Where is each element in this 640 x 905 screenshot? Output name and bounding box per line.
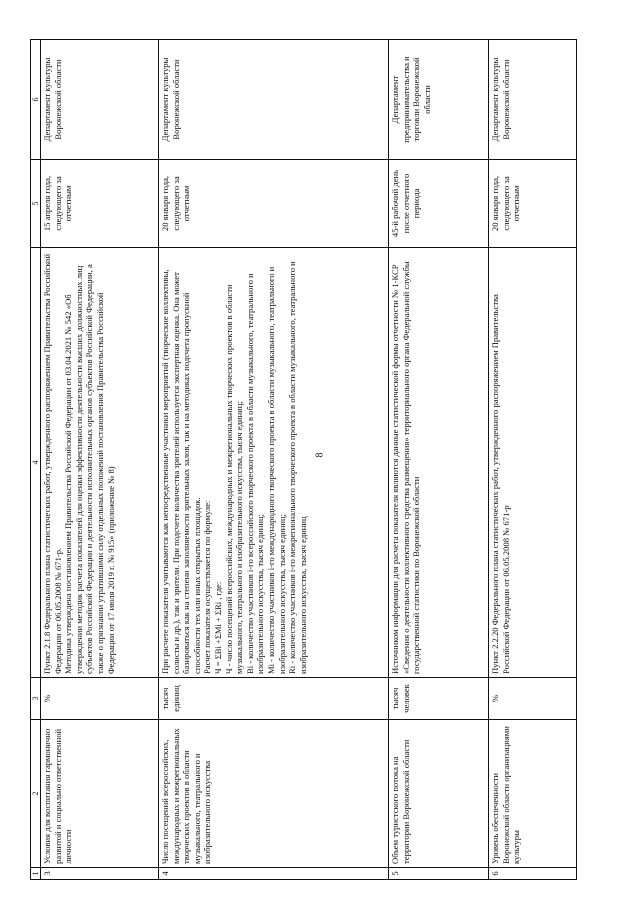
unit-of-measure: %	[41, 678, 159, 720]
method-line: Методика утверждена постановлением Правительства Российской Федерации от 03.04.2021 № 542 «Об утверждении методик расчета показателей для оценки эффективности деятельности высших должностных лиц субъектов Российской Федерации и деятельности исполнительных органов субъектов Российской Федерации, а также о признании утратившими силу отдельных положений постановления Правительства Российской Федерации от 17 июля 2019 г. № 915» (приложение № 8)	[63, 264, 116, 674]
calculation-method	[159, 248, 389, 678]
method-line: Пункт 2.2.20 Федерального плана статистических работ, утвержденного распоряжением Правительства Российской Федерации от 06.05.2008 № 671-р	[490, 294, 511, 674]
table-row	[159, 40, 389, 880]
deadline: 45-й рабочий день после отчетного периода	[389, 160, 489, 248]
header-col-2: 2	[31, 720, 41, 868]
table-row	[41, 40, 159, 880]
row-number: 3	[41, 868, 159, 880]
deadline: 15 апреля года, следующего за отчетным	[41, 160, 159, 248]
method-line: Пункт 2.1.8 Федерального плана статистических работ, утвержденного распоряжением Правительства Российской Федерации от 06.05.2008 № 671-р.	[42, 253, 63, 674]
header-col-4: 4	[31, 248, 41, 678]
calculation-method	[41, 248, 159, 678]
responsible-department: Департамент культуры Воронежской области	[159, 40, 389, 160]
table-header-row	[31, 40, 41, 880]
page-number: 8	[314, 452, 326, 458]
table-row	[389, 40, 489, 880]
deadline: 20 января года, следующего за отчетным	[489, 160, 577, 248]
header-col-6: 6	[31, 40, 41, 160]
responsible-department: Департамент культуры Воронежской области	[41, 40, 159, 160]
unit-of-measure: тысяч единиц	[159, 678, 389, 720]
unit-of-measure: тысяч человек	[389, 678, 489, 720]
unit-of-measure: %	[489, 678, 577, 720]
header-col-1: 1	[31, 868, 41, 880]
row-number: 4	[159, 868, 389, 880]
indicator-name: Условия для воспитания гармонично развитой и социально ответственной личности	[41, 720, 159, 868]
rotated-table-container	[30, 40, 606, 880]
indicator-name: Число посещений всероссийских, международных и межрегиональных творческих проектов в области музыкального, театрального и изобразительного искусства	[159, 720, 389, 868]
responsible-department: Департамент культуры Воронежской области	[489, 40, 577, 160]
method-line: Вi - количество участников i-го всероссийского творческого проекта в области музыкального, театрального и изобразительного искусства, тысяч единиц;	[244, 273, 266, 674]
method-formula: Ч = ΣВi +ΣМi + ΣRi , где:	[212, 581, 223, 674]
deadline: 20 января года, следующего за отчетным	[159, 160, 389, 248]
header-col-3: 3	[31, 678, 41, 720]
method-line: При расчете показателя учитываются как непосредственные участники мероприятий (творческие коллективы, солисты и др.), так и зрители. При подсчете количества зрителей используется экспертная оценка. Она может базироваться как на степени заполняемости зрительных залов, так и на методиках подсчета пропускной способности тех или иных открытых площадок.	[160, 269, 202, 674]
table-row	[489, 40, 577, 880]
header-col-5: 5	[31, 160, 41, 248]
calculation-method	[389, 248, 489, 678]
indicator-name: Уровень обеспеченности Воронежской области организациями культуры	[489, 720, 577, 868]
method-line: Расчет показателя осуществляется по формуле:	[202, 500, 213, 674]
indicators-table	[30, 39, 577, 880]
method-line: Ч - число посещений всероссийских, международных и межрегиональных творческих проектов в области музыкального, театрального и изобразительного искусства, тысяч единиц;	[223, 284, 245, 674]
responsible-department: Департамент предпринимательства и торговли Воронежской области	[389, 40, 489, 160]
method-line: Ri - количество участников i-го межрегионального творческого проекта в области музыкального, театрального и изобразительного искусства, тысяч единиц	[287, 261, 308, 674]
calculation-method	[489, 248, 577, 678]
indicator-name: Объем туристского потока на территории Воронежской области	[389, 720, 489, 868]
method-line: Источником информации для расчета показателя являются данные статистической формы отчетности № 1-КСР «Сведения о деятельности коллективного средства размещения» территориального органа Федеральной службы государственной статистики по Воронежской области	[390, 261, 422, 674]
method-line: Мi - количество участников i-го международного творческого проекта в области музыкального, театрального и изобразительного искусства, тысяч единиц;	[265, 266, 287, 674]
row-number: 6	[489, 868, 577, 880]
row-number: 5	[389, 868, 489, 880]
